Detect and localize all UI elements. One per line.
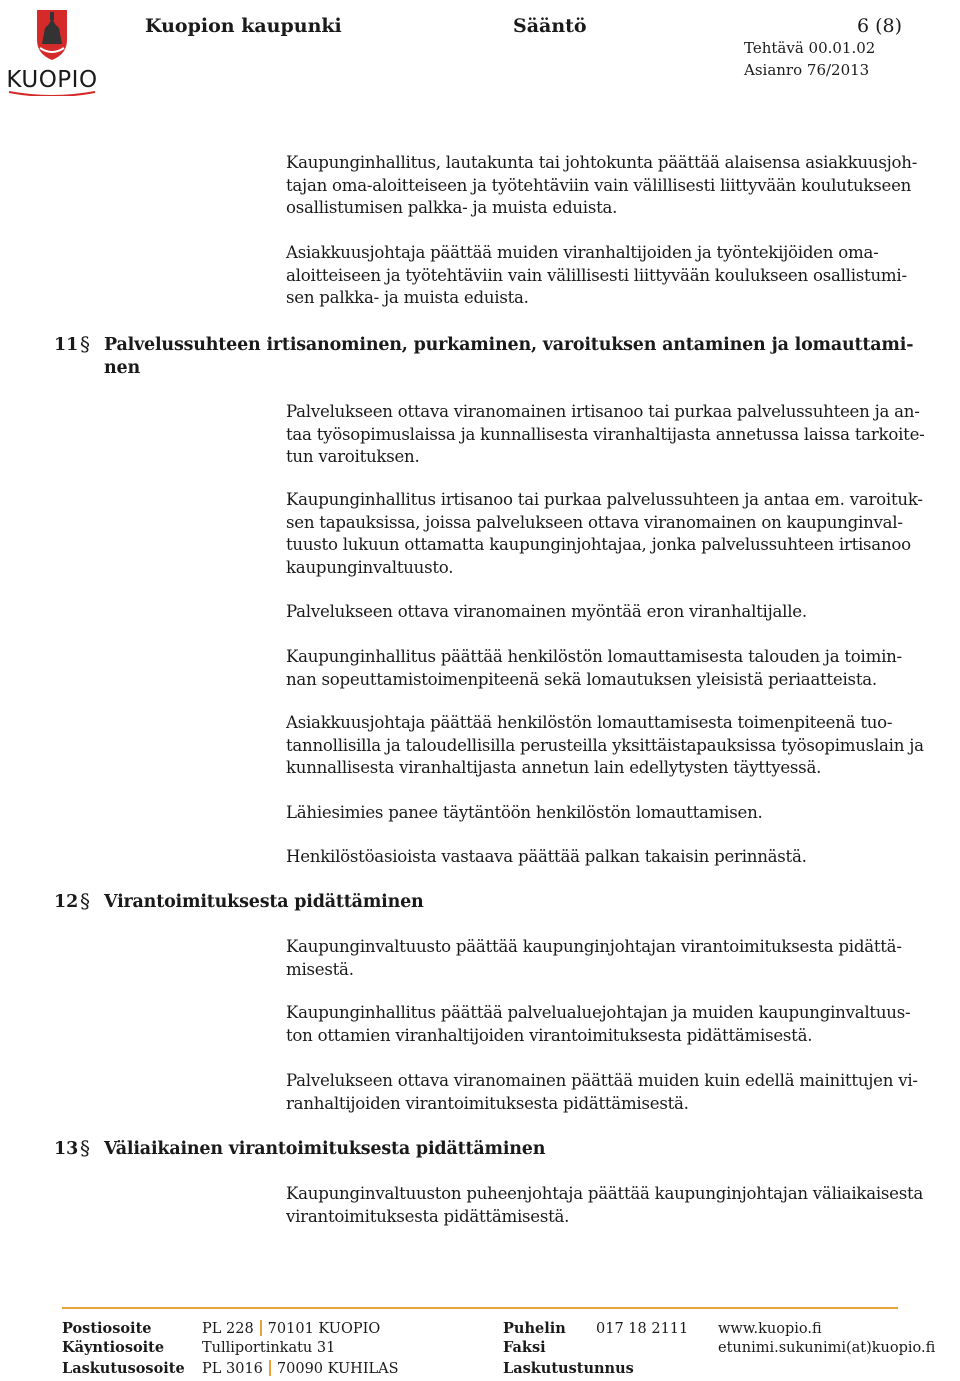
section-sign-icon	[78, 334, 92, 356]
organization-name: Kuopion kaupunki	[145, 15, 342, 37]
footer-billing-label: Laskutusosoite	[62, 1360, 185, 1377]
section-paragraph: Lähiesimies panee täytäntöön henkilöstön lomauttamisen.	[286, 803, 763, 822]
kuopio-logo	[4, 4, 100, 96]
svg-text:§: §	[80, 891, 90, 913]
footer-fax-label: Faksi	[503, 1339, 546, 1356]
section-paragraph: Palvelukseen ottava viranomainen päättää muiden kuin edellä mainittujen vi- ranhaltijoiden virantoimituksesta pidättämisestä.	[286, 1071, 918, 1113]
section-paragraph: Kaupunginhallitus päättää henkilöstön lomauttamisesta talouden ja toimin- nan sopeuttamistoimenpiteenä sekä lomautuksen yleisistä periaatteista.	[286, 647, 902, 689]
section-paragraph: Henkilöstöasioista vastaava päättää palkan takaisin perinnästä.	[286, 847, 807, 866]
section-number: 13	[54, 1139, 79, 1159]
section-sign-icon	[78, 1138, 92, 1160]
footer-postal-address: PL 228 70101 KUOPIO	[202, 1321, 381, 1337]
footer-phone-label: Puhelin	[503, 1320, 566, 1337]
page-number: 6 (8)	[857, 15, 903, 37]
footer-divider	[62, 1307, 898, 1309]
case-number: Asianro 76/2013	[744, 61, 870, 79]
task-code: Tehtävä 00.01.02	[744, 39, 876, 57]
logo-wordmark: KUOPIO	[6, 67, 98, 93]
footer-website-link[interactable]: www.kuopio.fi	[718, 1321, 822, 1337]
footer-visit-label: Käyntiosoite	[62, 1339, 165, 1356]
intro-paragraph: Kaupunginhallitus, lautakunta tai johtokunta päättää alaisensa asiakkuusjoh- tajan oma-aloitteiseen ja työtehtäviin vain välillisesti liittyvään koulutukseen osallistumisen palkka- ja muista eduista.	[286, 153, 918, 217]
section-title: Virantoimituksesta pidättäminen	[104, 892, 424, 912]
section-sign-icon	[78, 891, 92, 913]
section-number: 12	[54, 892, 79, 912]
intro-paragraph: Asiakkuusjohtaja päättää muiden viranhaltijoiden ja työntekijöiden oma- aloitteiseen ja työtehtäviin vain välillisesti liittyvään koulukseen osallistumi- sen palkka- ja muista eduista.	[286, 243, 907, 307]
footer-billing-id-label: Laskutustunnus	[503, 1360, 634, 1377]
footer-email-link[interactable]: etunimi.sukunimi(at)kuopio.fi	[718, 1340, 936, 1356]
footer-postal-label: Postiosoite	[62, 1320, 152, 1337]
document-type: Sääntö	[513, 15, 587, 37]
svg-text:§: §	[80, 334, 90, 356]
coat-of-arms-icon	[37, 10, 67, 60]
section-paragraph: Palvelukseen ottava viranomainen irtisanoo tai purkaa palvelussuhteen ja an- taa työsopimuslaissa ja kunnallisesta viranhaltijasta annetussa laissa tarkoite- tun varoituksen.	[286, 402, 925, 466]
footer-billing-address: PL 3016 70090 KUHILAS	[202, 1361, 399, 1377]
section-paragraph: Palvelukseen ottava viranomainen myöntää eron viranhaltijalle.	[286, 602, 807, 621]
section-paragraph: Kaupunginhallitus päättää palvelualuejohtajan ja muiden kaupunginvaltuus- ton ottamien viranhaltijoiden virantoimituksesta pidättämisestä.	[286, 1003, 911, 1045]
section-paragraph: Kaupunginvaltuusto päättää kaupunginjohtajan virantoimituksesta pidättä- misestä.	[286, 937, 902, 979]
footer-visit-address: Tulliportinkatu 31	[202, 1340, 336, 1356]
section-title: Palvelussuhteen irtisanominen, purkaminen, varoituksen antaminen ja lomauttami- nen	[104, 335, 914, 378]
svg-text:§: §	[80, 1138, 90, 1160]
section-paragraph: Kaupunginhallitus irtisanoo tai purkaa palvelussuhteen ja antaa em. varoituk- sen tapauksissa, joissa palvelukseen ottava viranomainen on kaupunginval- tuusto lukuun ottamatta kaupunginjohtajaa, jonka palvelussuhteen irtisanoo kaupunginvaltuusto.	[286, 490, 923, 577]
section-title: Väliaikainen virantoimituksesta pidättäminen	[104, 1139, 546, 1159]
section-paragraph: Kaupunginvaltuuston puheenjohtaja päättää kaupunginjohtajan väliaikaisesta virantoimituksesta pidättämisestä.	[286, 1184, 924, 1226]
footer-phone-value: 017 18 2111	[596, 1321, 689, 1337]
section-paragraph: Asiakkuusjohtaja päättää henkilöstön lomauttamisesta toimenpiteenä tuo- tannollisilla ja taloudellisilla perusteilla yksittäistapauksissa työsopimuslain ja kunnallisesta viranhaltijasta annetun lain edellytysten täyttyessä.	[286, 713, 924, 777]
section-number: 11	[54, 335, 79, 355]
